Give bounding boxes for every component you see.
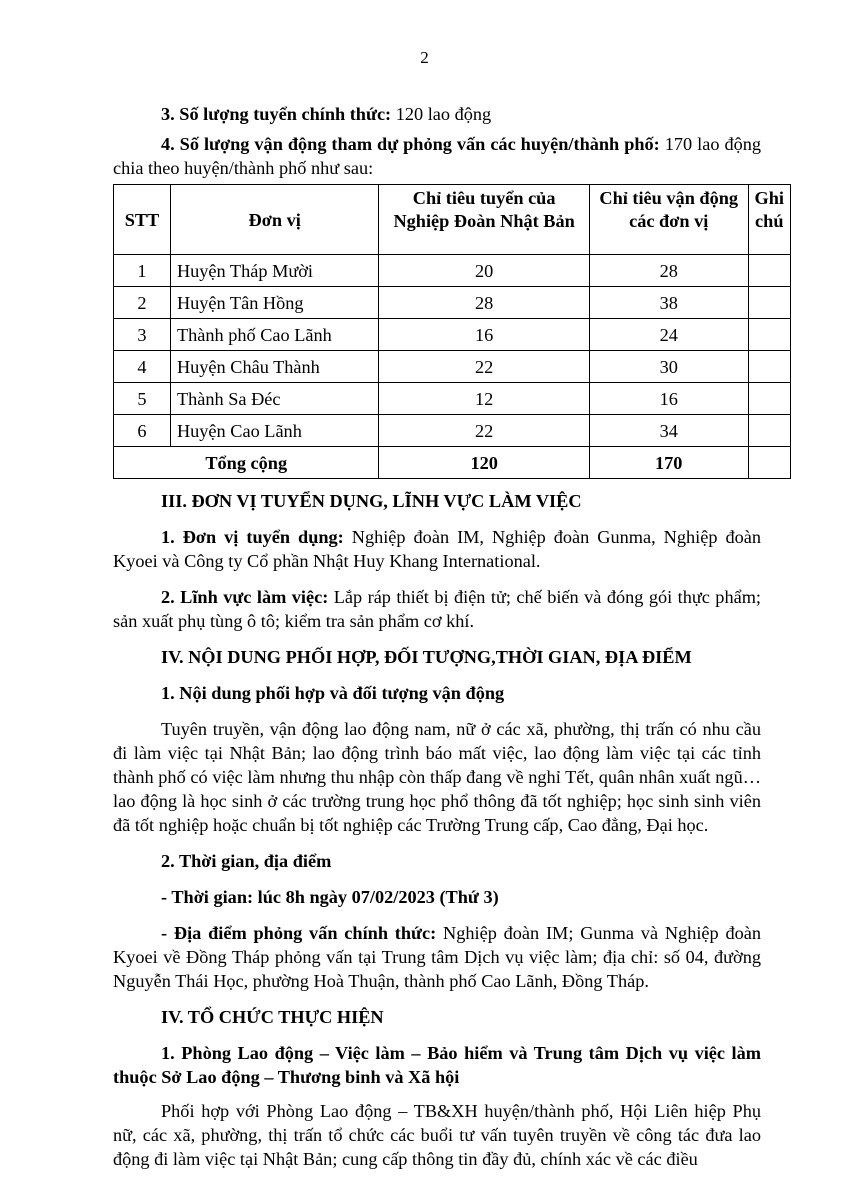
document-body	[113, 102, 784, 1171]
cell-quota-mobilize: 30	[589, 351, 748, 383]
cell-quota-recruit: 22	[379, 415, 589, 447]
part-3-item-2	[113, 585, 761, 633]
header-quota-recruit: Chỉ tiêu tuyển của Nghiệp Đoàn Nhật Bản	[379, 185, 589, 255]
cell-quota-recruit: 22	[379, 351, 589, 383]
cell-quota-mobilize: 28	[589, 255, 748, 287]
table-row	[114, 383, 791, 415]
cell-quota-mobilize: 16	[589, 383, 748, 415]
header-stt: STT	[114, 185, 171, 255]
part-4-title: IV. NỘI DUNG PHỐI HỢP, ĐỐI TƯỢNG,THỜI GIAN, ĐỊA ĐIỂM	[161, 647, 692, 667]
table-row	[114, 351, 791, 383]
cell-quota-recruit: 16	[379, 319, 589, 351]
part-3-item-2-text: Lắp ráp thiết bị điện tử; chế biến và đóng gói thực phẩm; sản xuất phụ tùng ô tô; kiểm tra sản phẩm cơ khí.	[113, 587, 762, 631]
part-3-item-1-text: Nghiệp đoàn IM, Nghiệp đoàn Gunma, Nghiệp đoàn Kyoei và Công ty Cổ phần Nhật Huy Khang International.	[113, 527, 761, 571]
header-quota-mobilize: Chỉ tiêu vận động các đơn vị	[589, 185, 748, 255]
cell-note	[748, 415, 790, 447]
part-4-sub-1: 1. Nội dung phối hợp và đối tượng vận động	[161, 683, 505, 703]
part-4-sub-1-text: Tuyên truyền, vận động lao động nam, nữ ở các xã, phường, thị trấn có nhu cầu đi làm việc tại Nhật Bản; lao động trình báo mất việc, lao động làm việc tại các tỉnh thành phố có việc làm nhưng thu nhập còn thấp đang về nghỉ Tết, quân nhân xuất ngũ… lao động là học sinh ở các trường trung học phổ thông đã tốt nghiệp; học sinh sinh viên đã tốt nghiệp hoặc chuẩn bị tốt nghiệp các Trường Trung cấp, Cao đẳng, Đại học.	[113, 719, 761, 835]
part-5-title: IV. TỔ CHỨC THỰC HIỆN	[161, 1007, 384, 1027]
cell-quota-recruit: 12	[379, 383, 589, 415]
part-5-sub-1-text: Phối hợp với Phòng Lao động – TB&XH huyện/thành phố, Hội Liên hiệp Phụ nữ, các xã, phường, thị trấn tổ chức các buổi tư vấn tuyên truyền về công tác đưa lao động đi làm việc tại Nhật Bản; cung cấp thông tin đầy đủ, chính xác về các điều	[113, 1101, 761, 1169]
cell-note	[748, 383, 790, 415]
cell-unit: Huyện Tân Hồng	[170, 287, 378, 319]
part-3-item-2-label: 2. Lĩnh vực làm việc:	[161, 587, 329, 607]
section-3-quota	[113, 102, 761, 126]
part-5-sub-1: 1. Phòng Lao động – Việc làm – Bảo hiểm và Trung tâm Dịch vụ việc làm thuộc Sở Lao động – Thương binh và Xã hội	[113, 1043, 761, 1087]
part-4-time: - Thời gian: lúc 8h ngày 07/02/2023 (Thứ 3)	[161, 887, 499, 907]
quota-table	[113, 184, 791, 479]
cell-unit: Thành phố Cao Lãnh	[170, 319, 378, 351]
total-label: Tổng cộng	[114, 447, 379, 479]
cell-stt: 5	[114, 383, 171, 415]
section-4-value: 170 lao động chia theo huyện/thành phố như sau:	[113, 134, 762, 178]
part-4-place-label: - Địa điểm phỏng vấn chính thức:	[161, 923, 437, 943]
cell-unit: Huyện Châu Thành	[170, 351, 378, 383]
page-number: 2	[420, 48, 429, 67]
cell-unit: Thành Sa Đéc	[170, 383, 378, 415]
cell-quota-mobilize: 34	[589, 415, 748, 447]
cell-quota-mobilize: 24	[589, 319, 748, 351]
total-quota-mobilize: 170	[589, 447, 748, 479]
cell-unit: Huyện Tháp Mười	[170, 255, 378, 287]
header-note: Ghi chú	[748, 185, 790, 255]
table-row	[114, 319, 791, 351]
header-unit: Đơn vị	[170, 185, 378, 255]
section-4-quota	[113, 132, 761, 180]
cell-stt: 6	[114, 415, 171, 447]
cell-stt: 4	[114, 351, 171, 383]
total-note	[748, 447, 790, 479]
cell-note	[748, 255, 790, 287]
cell-note	[748, 319, 790, 351]
cell-note	[748, 287, 790, 319]
cell-quota-mobilize: 38	[589, 287, 748, 319]
part-3-title: III. ĐƠN VỊ TUYỂN DỤNG, LĨNH VỰC LÀM VIỆC	[161, 491, 582, 511]
section-4-label: 4. Số lượng vận động tham dự phỏng vấn các huyện/thành phố:	[161, 134, 660, 154]
cell-stt: 3	[114, 319, 171, 351]
cell-quota-recruit: 28	[379, 287, 589, 319]
total-quota-recruit: 120	[379, 447, 589, 479]
cell-stt: 2	[114, 287, 171, 319]
part-3-item-1-label: 1. Đơn vị tuyển dụng:	[161, 527, 344, 547]
section-3-value: 120 lao động	[391, 104, 492, 124]
table-row	[114, 287, 791, 319]
cell-quota-recruit: 20	[379, 255, 589, 287]
part-4-place	[113, 921, 761, 993]
part-4-sub-2: 2. Thời gian, địa điểm	[161, 851, 332, 871]
table-total-row	[114, 447, 791, 479]
table-header-row	[114, 185, 791, 255]
section-3-label: 3. Số lượng tuyển chính thức:	[161, 104, 392, 124]
part-4-place-text: Nghiệp đoàn IM; Gunma và Nghiệp đoàn Kyoei về Đồng Tháp phỏng vấn tại Trung tâm Dịch vụ việc làm; địa chỉ: số 04, đường Nguyễn Thái Học, phường Hoà Thuận, thành phố Cao Lãnh, Đồng Tháp.	[113, 923, 762, 991]
table-row	[114, 255, 791, 287]
cell-unit: Huyện Cao Lãnh	[170, 415, 378, 447]
part-3-item-1	[113, 525, 761, 573]
cell-note	[748, 351, 790, 383]
table-row	[114, 415, 791, 447]
cell-stt: 1	[114, 255, 171, 287]
